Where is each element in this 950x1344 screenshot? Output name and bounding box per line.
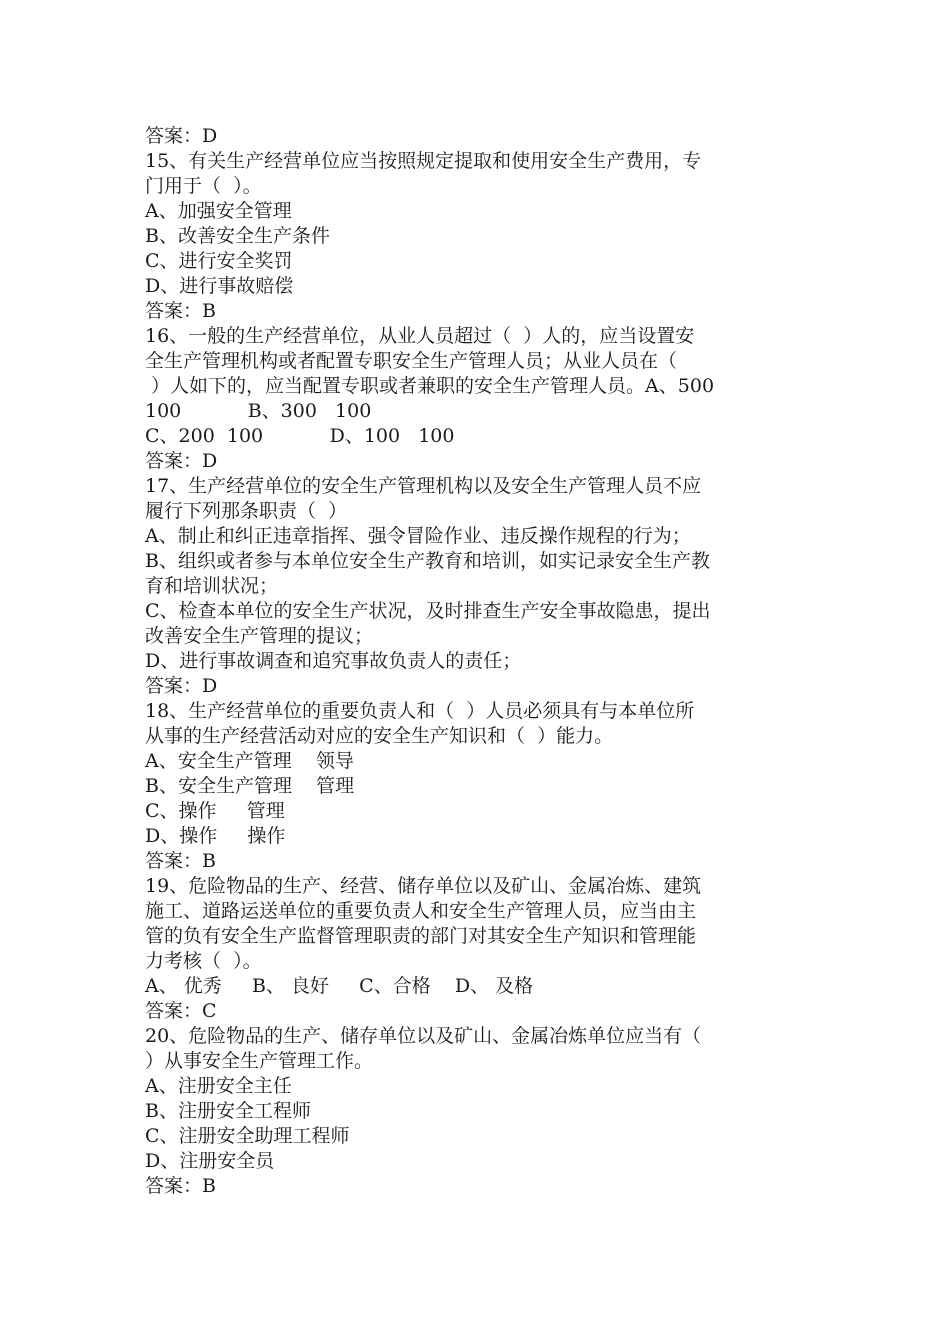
option-b: B、注册安全工程师: [145, 1100, 311, 1122]
options-line: 100 B、300 100: [145, 400, 372, 422]
document-body: [145, 124, 815, 1199]
option-c: C、注册安全助理工程师: [145, 1125, 350, 1147]
option-b: B、组织或者参与本单位安全生产教育和培训，如实记录安全生产教: [145, 550, 710, 572]
option-c-cont: 改善安全生产管理的提议；: [145, 625, 374, 647]
answer-line: 答案：D: [145, 675, 218, 697]
answer-line: 答案：B: [145, 1175, 216, 1197]
question-19-cont: 施工、道路运送单位的重要负责人和安全生产管理人员，应当由主: [145, 900, 697, 922]
answer-line: 答案：C: [145, 1000, 217, 1022]
option-c: C、检查本单位的安全生产状况，及时排查生产安全事故隐患，提出: [145, 600, 711, 622]
question-16: 16、一般的生产经营单位，从业人员超过（ ）人的，应当设置安: [145, 325, 695, 347]
option-a: A、注册安全主任: [145, 1075, 292, 1097]
question-16-cont: ）人如下的，应当配置专职或者兼职的安全生产管理人员。A、500: [145, 375, 715, 397]
question-18-cont: 从事的生产经营活动对应的安全生产知识和（ ）能力。: [145, 725, 614, 747]
question-19-cont: 力考核（ ）。: [145, 950, 262, 972]
question-15-cont: 门用于（ ）。: [145, 175, 262, 197]
question-15: 15、有关生产经营单位应当按照规定提取和使用安全生产费用，专: [145, 150, 702, 172]
option-a: A、制止和纠正违章指挥、强令冒险作业、违反操作规程的行为；: [145, 525, 691, 547]
answer-line: 答案：D: [145, 125, 218, 147]
option-b: B、安全生产管理 管理: [145, 775, 355, 797]
question-18: 18、生产经营单位的重要负责人和（ ）人员必须具有与本单位所: [145, 700, 695, 722]
option-d: D、进行事故赔偿: [145, 275, 294, 297]
answer-line: 答案：B: [145, 300, 216, 322]
question-17-cont: 履行下列那条职责（ ）: [145, 500, 348, 522]
option-b-cont: 育和培训状况；: [145, 575, 279, 597]
option-a: A、安全生产管理 领导: [145, 750, 354, 772]
question-19: 19、危险物品的生产、经营、储存单位以及矿山、金属冶炼、建筑: [145, 875, 702, 897]
question-16-cont: 全生产管理机构或者配置专职安全生产管理人员；从业人员在（: [145, 350, 678, 372]
question-20: 20、危险物品的生产、储存单位以及矿山、金属冶炼单位应当有（: [145, 1025, 702, 1047]
option-d: D、进行事故调查和追究事故负责人的责任；: [145, 650, 522, 672]
option-c: C、进行安全奖罚: [145, 250, 293, 272]
option-c: C、操作 管理: [145, 800, 285, 822]
option-d: D、注册安全员: [145, 1150, 275, 1172]
options-line: A、 优秀 B、 良好 C、合格 D、 及格: [145, 975, 534, 997]
question-19-cont: 管的负有安全生产监督管理职责的部门对其安全生产知识和管理能: [145, 925, 697, 947]
option-d: D、操作 操作: [145, 825, 286, 847]
option-a: A、加强安全管理: [145, 200, 292, 222]
answer-line: 答案：D: [145, 450, 218, 472]
question-20-cont: ）从事安全生产管理工作。: [145, 1050, 374, 1072]
question-17: 17、生产经营单位的安全生产管理机构以及安全生产管理人员不应: [145, 475, 702, 497]
answer-line: 答案：B: [145, 850, 216, 872]
option-b: B、改善安全生产条件: [145, 225, 330, 247]
options-line: C、200 100 D、100 100: [145, 425, 455, 447]
